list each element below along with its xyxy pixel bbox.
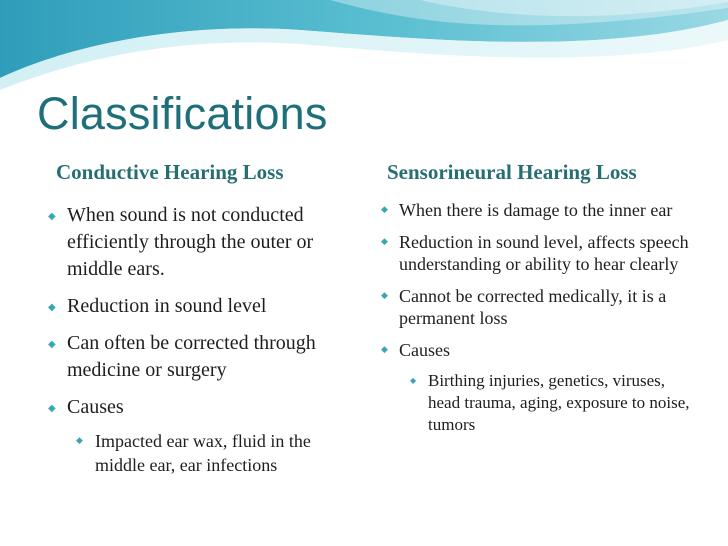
list-item xyxy=(48,293,358,320)
sub-list-item xyxy=(381,370,696,436)
list-item-text: Causes xyxy=(67,396,124,418)
diamond-bullet-icon: ◆ xyxy=(381,205,388,215)
left-column-heading: Conductive Hearing Loss xyxy=(56,160,284,184)
diamond-bullet-icon: ◆ xyxy=(48,211,56,222)
list-item-text: Cannot be corrected medically, it is a permanent loss xyxy=(399,286,667,328)
list-item xyxy=(381,199,696,221)
diamond-bullet-icon: ◆ xyxy=(48,403,56,414)
sub-list-item-text: Birthing injuries, genetics, viruses, head trauma, aging, exposure to noise, tumors xyxy=(428,371,690,434)
diamond-bullet-icon: ◆ xyxy=(48,302,56,313)
list-item xyxy=(381,339,696,361)
sub-list-item xyxy=(48,429,358,477)
list-item-text: Reduction in sound level xyxy=(67,295,267,317)
right-column-heading: Sensorineural Hearing Loss xyxy=(387,160,637,184)
list-item xyxy=(48,202,358,283)
list-item xyxy=(48,330,358,384)
header-wave-decoration xyxy=(0,0,728,90)
list-item xyxy=(381,285,696,329)
diamond-bullet-icon: ◆ xyxy=(76,436,83,446)
list-item-text: Causes xyxy=(399,340,450,360)
list-item-text: Can often be corrected through medicine or surgery xyxy=(67,332,316,381)
right-column-list xyxy=(381,199,696,436)
left-column-list xyxy=(48,202,358,477)
diamond-bullet-icon: ◆ xyxy=(410,376,417,385)
diamond-bullet-icon: ◆ xyxy=(381,237,388,247)
list-item-text: When there is damage to the inner ear xyxy=(399,200,673,220)
diamond-bullet-icon: ◆ xyxy=(381,291,388,301)
slide-title: Classifications xyxy=(37,88,328,139)
diamond-bullet-icon: ◆ xyxy=(48,339,56,350)
list-item xyxy=(48,394,358,421)
sub-list-item-text: Impacted ear wax, fluid in the middle ear, ear infections xyxy=(95,431,311,475)
list-item-text: When sound is not conducted efficiently through the outer or middle ears. xyxy=(67,204,314,280)
diamond-bullet-icon: ◆ xyxy=(381,345,388,355)
list-item xyxy=(381,231,696,275)
list-item-text: Reduction in sound level, affects speech understanding or ability to hear clearly xyxy=(399,232,689,274)
